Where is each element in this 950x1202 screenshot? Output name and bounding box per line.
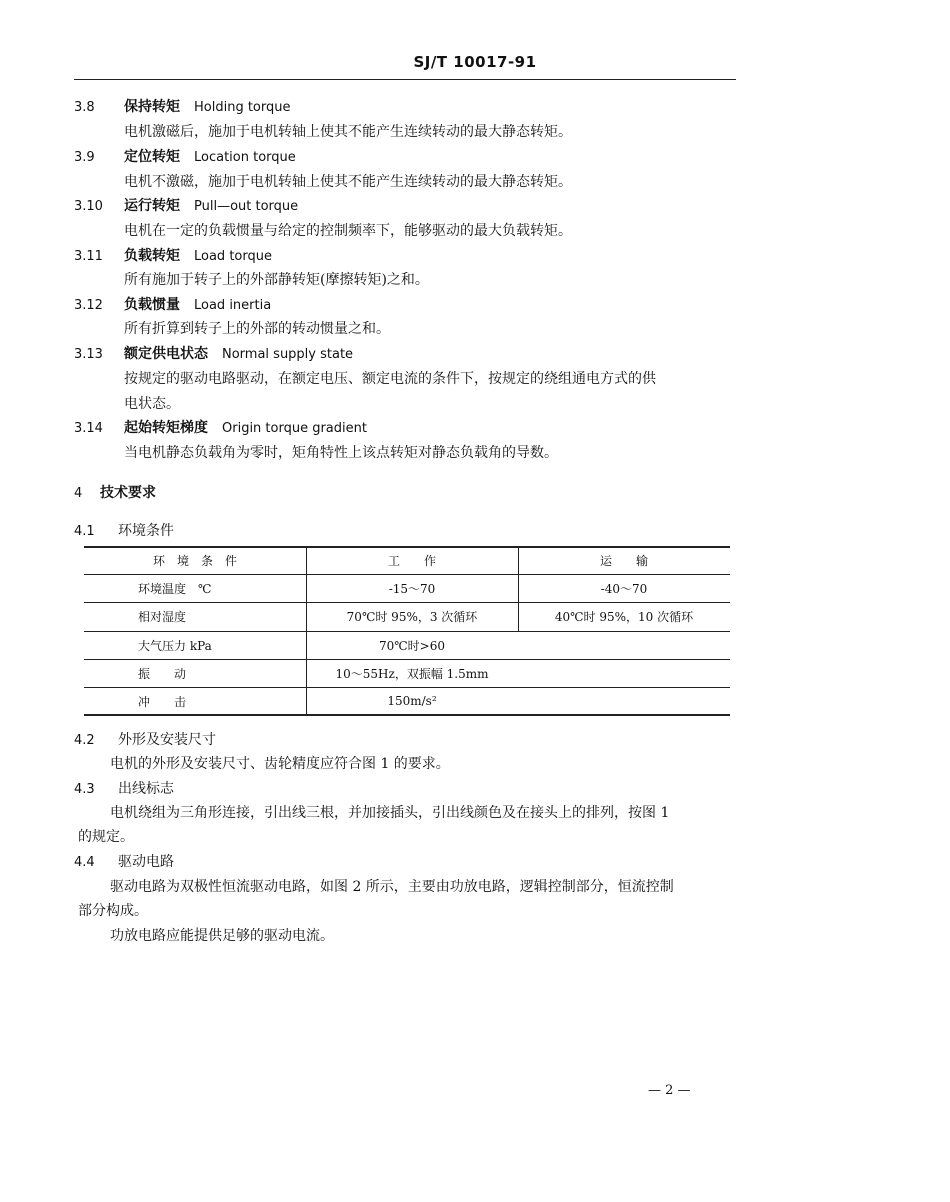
term-zh: 保持转矩 (124, 99, 180, 115)
term-3-13-definition-line-1: 按规定的驱动电路驱动，在额定电压、额定电流的条件下，按规定的绕组通电方式的供 (124, 371, 656, 387)
section-number: 4 (74, 486, 83, 501)
section-4-2-text: 电机的外形及安装尺寸、齿轮精度应符合图 1 的要求。 (110, 756, 450, 772)
term-en: Location torque (194, 150, 296, 165)
section-4-4-heading (74, 853, 174, 872)
table-row-label: 大气压力 kPa (138, 638, 212, 653)
term-zh: 额定供电状态 (124, 346, 208, 362)
section-4-heading (74, 484, 156, 503)
table-header-transport: 运 输 (599, 553, 648, 568)
section-4-3-text-line-2: 的规定。 (78, 829, 134, 845)
section-number: 4.4 (74, 855, 95, 870)
section-number: 4.3 (74, 782, 95, 797)
section-4-4-text-line-1: 驱动电路为双极性恒流驱动电路，如图 2 所示，主要由功放电路，逻辑控制部分，恒流控制 (110, 879, 674, 895)
doc-header: SJ/T 10017-91 (413, 53, 537, 71)
section-title: 环境条件 (118, 523, 174, 539)
term-3-10-definition: 电机在一定的负载惯量与给定的控制频率下，能够驱动的最大负载转矩。 (124, 223, 572, 239)
section-number: 4.1 (74, 524, 95, 539)
term-zh: 负载惯量 (124, 297, 180, 313)
term-3-8-heading (74, 98, 290, 117)
section-title: 外形及安装尺寸 (118, 732, 216, 748)
section-title: 技术要求 (100, 485, 156, 501)
term-en: Load inertia (194, 298, 272, 313)
term-3-12-definition: 所有折算到转子上的外部的转动惯量之和。 (124, 321, 390, 337)
term-zh: 负载转矩 (124, 248, 180, 264)
term-en: Normal supply state (222, 347, 354, 362)
table-cell-work: 70℃时 95%，3 次循环 (346, 610, 478, 624)
term-number: 3.9 (74, 150, 95, 165)
section-4-3-text-line-1: 电机绕组为三角形连接，引出线三根，并加接插头，引出线颜色及在接头上的排列，按图 1 (110, 805, 670, 821)
term-number: 3.11 (74, 249, 103, 264)
table-header-work: 工 作 (387, 553, 436, 568)
term-number: 3.10 (74, 199, 103, 214)
term-en: Load torque (194, 249, 272, 264)
term-number: 3.13 (74, 347, 103, 362)
term-zh: 定位转矩 (124, 149, 180, 165)
term-en: Origin torque gradient (222, 421, 367, 436)
table-cell-merged: 150m/s² (387, 694, 437, 708)
term-3-11-heading (74, 247, 272, 266)
table-header-condition: 环 境 条 件 (152, 553, 237, 568)
header-rule (74, 79, 736, 80)
term-zh: 起始转矩梯度 (124, 420, 208, 436)
section-4-4-text-line-3: 功放电路应能提供足够的驱动电流。 (110, 928, 334, 944)
term-3-11-definition: 所有施加于转子上的外部静转矩(摩擦转矩)之和。 (124, 272, 429, 288)
table-cell-merged: 10～55Hz，双振幅 1.5mm (335, 666, 489, 681)
table-row-label: 环境温度 ℃ (138, 581, 212, 596)
table-cell-work: 70℃时>60 (378, 638, 446, 653)
term-3-14-heading (74, 419, 367, 438)
page-number: — 2 — (648, 1083, 691, 1098)
term-number: 3.8 (74, 100, 95, 115)
term-en: Pull—out torque (194, 199, 299, 214)
term-3-10-heading (74, 197, 298, 216)
table-row-label: 冲 击 (138, 694, 187, 709)
term-en: Holding torque (194, 100, 291, 115)
term-3-9-heading (74, 148, 296, 167)
table-cell-transport: 40℃时 95%，10 次循环 (554, 610, 694, 624)
term-zh: 运行转矩 (124, 198, 180, 214)
table-row-label: 相对湿度 (138, 610, 187, 624)
term-3-13-heading (74, 345, 353, 364)
term-number: 3.12 (74, 298, 103, 313)
section-4-3-heading (74, 780, 174, 799)
term-3-12-heading (74, 296, 271, 315)
section-4-1-heading (74, 522, 174, 541)
environment-conditions-table (84, 546, 730, 716)
term-number: 3.14 (74, 421, 103, 436)
table-cell-transport: -40～70 (600, 581, 648, 596)
section-title: 驱动电路 (118, 854, 174, 870)
term-3-13-definition-line-2: 电状态。 (124, 396, 180, 412)
table-cell-work: -15～70 (388, 581, 436, 596)
term-3-9-definition: 电机不激磁，施加于电机转轴上使其不能产生连续转动的最大静态转矩。 (124, 174, 572, 190)
table-row-label: 振 动 (138, 666, 187, 681)
section-4-4-text-line-2: 部分构成。 (78, 903, 148, 919)
term-3-8-definition: 电机激磁后，施加于电机转轴上使其不能产生连续转动的最大静态转矩。 (124, 124, 572, 140)
term-3-14-definition: 当电机静态负载角为零时，矩角特性上该点转矩对静态负载角的导数。 (124, 445, 558, 461)
section-4-2-heading (74, 731, 216, 750)
section-title: 出线标志 (118, 781, 174, 797)
section-number: 4.2 (74, 733, 95, 748)
